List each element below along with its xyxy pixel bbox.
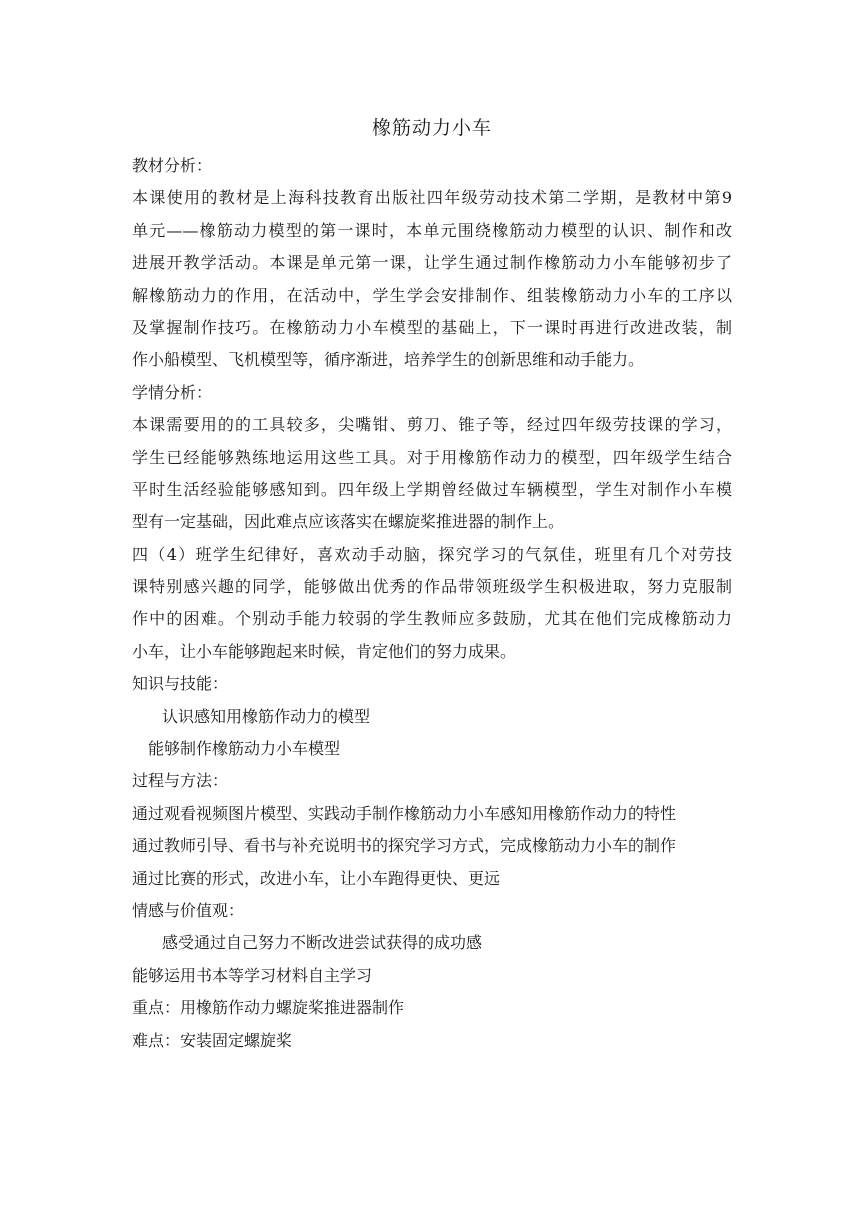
text-line: 过程与方法： <box>132 771 229 791</box>
text-line: 难点：安装固定螺旋桨 <box>132 1030 293 1050</box>
document-title: 橡筋动力小车 <box>371 117 492 139</box>
text-line: 进展开教学活动。本课是单元第一课，让学生通过制作橡筋动力小车能够初步了 <box>132 253 732 273</box>
text-line: 能够制作橡筋动力小车模型 <box>148 739 341 759</box>
text-line: 本课需要用的的工具较多，尖嘴钳、剪刀、锥子等，经过四年级劳技课的学习， <box>132 415 732 435</box>
text-line: 知识与技能： <box>132 674 229 694</box>
text-line: 通过观看视频图片模型、实践动手制作橡筋动力小车感知用橡筋作动力的特性 <box>132 803 677 823</box>
text-line: 平时生活经验能够感知到。四年级上学期曾经做过车辆模型，学生对制作小车模 <box>132 479 732 499</box>
text-line: 课特别感兴趣的同学，能够做出优秀的作品带领班级学生积极进取，努力克服制 <box>132 577 732 597</box>
document-body <box>132 150 732 1057</box>
text-line: 小车，让小车能够跑起来时候，肯定他们的努力成果。 <box>132 641 517 661</box>
text-line: 教材分析： <box>132 156 213 175</box>
text-line: 四（4）班学生纪律好，喜欢动手动脑，探究学习的气氛佳，班里有几个对劳技 <box>132 544 732 564</box>
text-line: 作中的困难。个别动手能力较弱的学生教师应多鼓励，尤其在他们完成橡筋动力 <box>132 609 732 629</box>
text-line: 型有一定基础，因此难点应该落实在螺旋桨推进器的制作上。 <box>132 512 565 532</box>
text-line: 重点：用橡筋作动力螺旋桨推进器制作 <box>132 998 405 1018</box>
text-line: 认识感知用橡筋作动力的模型 <box>162 706 371 726</box>
text-line: 通过比赛的形式，改进小车，让小车跑得更快、更远 <box>132 868 501 888</box>
text-line: 解橡筋动力的作用，在活动中，学生学会安排制作、组装橡筋动力小车的工序以 <box>132 285 732 305</box>
text-line: 情感与价值观： <box>132 900 245 920</box>
text-line: 通过教师引导、看书与补充说明书的探究学习方式，完成橡筋动力小车的制作 <box>132 836 677 856</box>
text-line: 作小船模型、飞机模型等，循序渐进，培养学生的创新思维和动手能力。 <box>132 350 645 370</box>
text-line: 学生已经能够熟练地运用这些工具。对于用橡筋作动力的模型，四年级学生结合 <box>132 447 732 467</box>
text-line: 能够运用书本等学习材料自主学习 <box>132 965 373 985</box>
text-line: 单元——橡筋动力模型的第一课时，本单元围绕橡筋动力模型的认识、制作和改 <box>132 220 732 240</box>
text-line: 感受通过自己努力不断改进尝试获得的成功感 <box>162 933 483 953</box>
text-line: 学情分析： <box>132 382 213 402</box>
text-line: 本课使用的教材是上海科技教育出版社四年级劳动技术第二学期，是教材中第9 <box>132 188 732 208</box>
text-line: 及掌握制作技巧。在橡筋动力小车模型的基础上，下一课时再进行改进改装，制 <box>132 317 732 337</box>
